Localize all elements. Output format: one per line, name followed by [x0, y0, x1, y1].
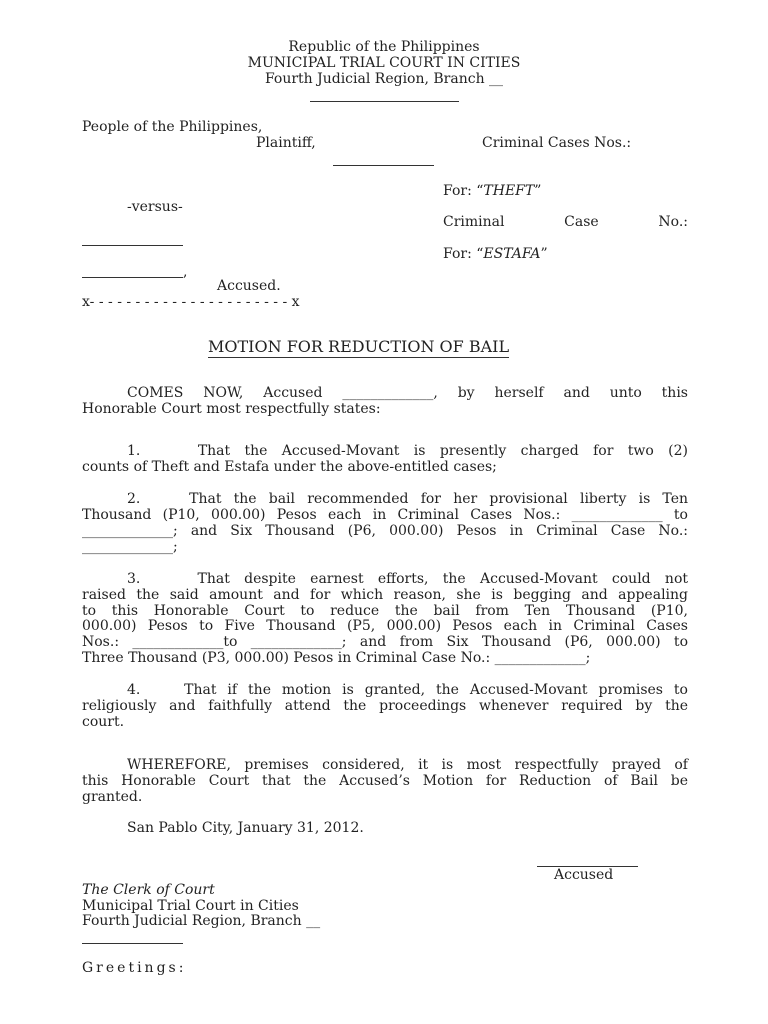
p3-line-2: raised the said amount and for which reason, she is begging and appealing [82, 587, 688, 603]
addressee-region: Fourth Judicial Region, Branch __ [82, 913, 321, 929]
header-court: MUNICIPAL TRIAL COURT IN CITIES [247, 55, 521, 71]
prayer-line-1: WHEREFORE, premises considered, it is most respectfully prayed of [127, 757, 688, 773]
p3-line-4: 000.00) Pesos to Five Thousand (P5, 000.00) Pesos each in Criminal Cases [82, 618, 688, 634]
greeting: Greetings: [82, 960, 187, 976]
for-theft-prefix: For: “ [443, 183, 484, 199]
accused-name-rule-1 [82, 245, 183, 246]
plaintiff-name: People of the Philippines, [82, 119, 263, 135]
accused-label: Accused. [217, 278, 281, 294]
addressee-court: Municipal Trial Court in Cities [82, 898, 299, 914]
p2-line-3: _____________; and Six Thousand (P6, 000.00) Pesos in Criminal Case No.: [82, 523, 688, 539]
p3-line-3: to this Honorable Court to reduce the bail from Ten Thousand (P10, [82, 603, 688, 619]
p4-line-1: 4. That if the motion is granted, the Accused-Movant promises to [127, 682, 688, 698]
p3-line-1: 3. That despite earnest efforts, the Accused-Movant could not [127, 571, 688, 587]
for-estafa-suffix: ” [540, 246, 548, 262]
place-date: San Pablo City, January 31, 2012. [127, 820, 364, 836]
versus-label: -versus- [127, 199, 183, 215]
p1-line-2: counts of Theft and Estafa under the above-entitled cases; [82, 459, 497, 475]
p3-line-6: Three Thousand (P3, 000.00) Pesos in Criminal Case No.: _____________; [82, 650, 591, 666]
caption-separator: x- - - - - - - - - - - - - - - - - - - - - - x [82, 294, 300, 310]
p1-line-1: 1. That the Accused-Movant is presently charged for two (2) [127, 443, 688, 459]
p2-line-1: 2. That the bail recommended for her provisional liberty is Ten [127, 491, 688, 507]
header-republic: Republic of the Philippines [288, 39, 480, 55]
for-estafa-prefix: For: “ [443, 246, 484, 262]
intro-line-1: COMES NOW, Accused _____________, by herself and unto this [127, 385, 688, 401]
p4-line-2: religiously and faithfully attend the proceedings whenever required by the [82, 698, 688, 714]
clerk-of-court-title: The Clerk of Court [82, 882, 215, 898]
p4-line-3: court. [82, 714, 125, 730]
estafa-label: ESTAFA [483, 246, 541, 262]
prayer-line-3: granted. [82, 789, 143, 805]
header-region: Fourth Judicial Region, Branch __ [264, 71, 504, 87]
p2-line-4: _____________; [82, 539, 178, 555]
criminal-case-no: Criminal Case No.: [443, 214, 688, 230]
for-theft [443, 183, 541, 199]
prayer-line-2: this Honorable Court that the Accused’s Motion for Reduction of Bail be [82, 773, 688, 789]
for-theft-suffix: ” [534, 183, 542, 199]
document-title: MOTION FOR REDUCTION OF BAIL [208, 337, 510, 356]
accused-comma: , [183, 264, 188, 280]
p2-line-2: Thousand (P10, 000.00) Pesos each in Criminal Cases Nos.: _____________ to [82, 507, 688, 523]
for-estafa [443, 246, 548, 262]
plaintiff-label: Plaintiff, [256, 135, 316, 151]
signature-accused-label: Accused [554, 867, 614, 883]
header-rule [310, 101, 459, 102]
case-nos-label: Criminal Cases Nos.: [482, 135, 632, 151]
theft-label: THEFT [483, 183, 535, 199]
p3-line-5: Nos.: _____________to _____________; and from Six Thousand (P6, 000.00) to [82, 634, 688, 650]
addressee-rule [82, 943, 183, 944]
plaintiff-rule [333, 165, 434, 166]
accused-name-rule-2 [82, 277, 183, 278]
intro-line-2: Honorable Court most respectfully states: [82, 401, 381, 417]
